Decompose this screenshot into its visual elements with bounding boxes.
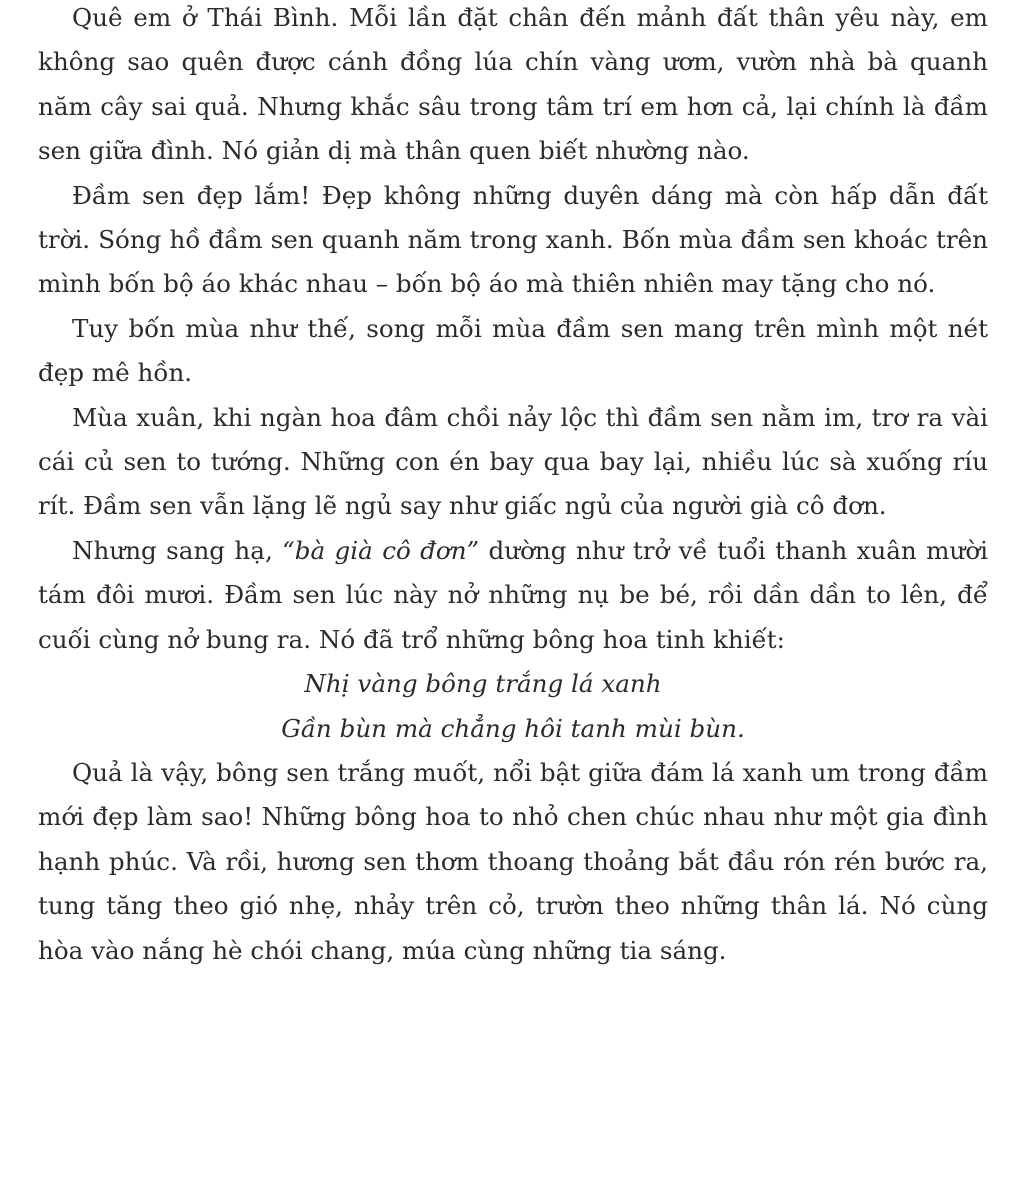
summer-text-before-quote: Nhưng sang hạ,	[72, 535, 283, 565]
document-page	[38, 0, 988, 1201]
poem-line: Gần bùn mà chẳng hôi tanh mùi bùn.	[281, 713, 745, 743]
poem-line: Nhị vàng bông trắng lá xanh	[304, 669, 662, 699]
paragraph-intro: Quê em ở Thái Bình. Mỗi lần đặt chân đến mảnh đất thân yêu này, em không sao quên được cánh đồng lúa chín vàng ươm, vườn nhà bà quanh năm cây sai quả. Nhưng khắc sâu trong tâm trí em hơn cả, lại chính là đầm sen giữa đình. Nó giản dị mà thân quen biết nhường nào.	[38, 3, 988, 166]
summer-quote: “bà già cô đơn”	[282, 535, 480, 565]
paragraph-four-seasons: Tuy bốn mùa như thế, song mỗi mùa đầm sen mang trên mình một nét đẹp mê hồn.	[38, 313, 988, 388]
paragraph-lotus-pond: Đầm sen đẹp lắm! Đẹp không những duyên dáng mà còn hấp dẫn đất trời. Sóng hồ đầm sen quanh năm trong xanh. Bốn mùa đầm sen khoác trên mình bốn bộ áo khác nhau – bốn bộ áo mà thiên nhiên may tặng cho nó.	[38, 180, 988, 299]
paragraph-spring: Mùa xuân, khi ngàn hoa đâm chồi nảy lộc thì đầm sen nằm im, trơ ra vài cái củ sen to tướng. Những con én bay qua bay lại, nhiều lúc sà xuống ríu rít. Đầm sen vẫn lặng lẽ ngủ say như giấc ngủ của người già cô đơn.	[38, 402, 988, 521]
paragraph-closing: Quả là vậy, bông sen trắng muốt, nổi bật giữa đám lá xanh um trong đầm mới đẹp làm sao! Những bông hoa to nhỏ chen chúc nhau như một gia đình hạnh phúc. Và rồi, hương sen thơm thoang thoảng bắt đầu rón rén bước ra, tung tăng theo gió nhẹ, nhảy trên cỏ, trườn theo những thân lá. Nó cùng hòa vào nắng hè chói chang, múa cùng những tia sáng.	[38, 757, 988, 965]
summer-text-after-quote: dường như trở về tuổi thanh xuân mười tám đôi mươi. Đầm sen lúc này nở những nụ be bé, rồi dần dần to lên, để cuối cùng nở bung ra. Nó đã trổ những bông hoa tinh khiết:	[38, 535, 989, 654]
poem-block	[38, 662, 988, 751]
paragraph-summer	[38, 529, 988, 662]
